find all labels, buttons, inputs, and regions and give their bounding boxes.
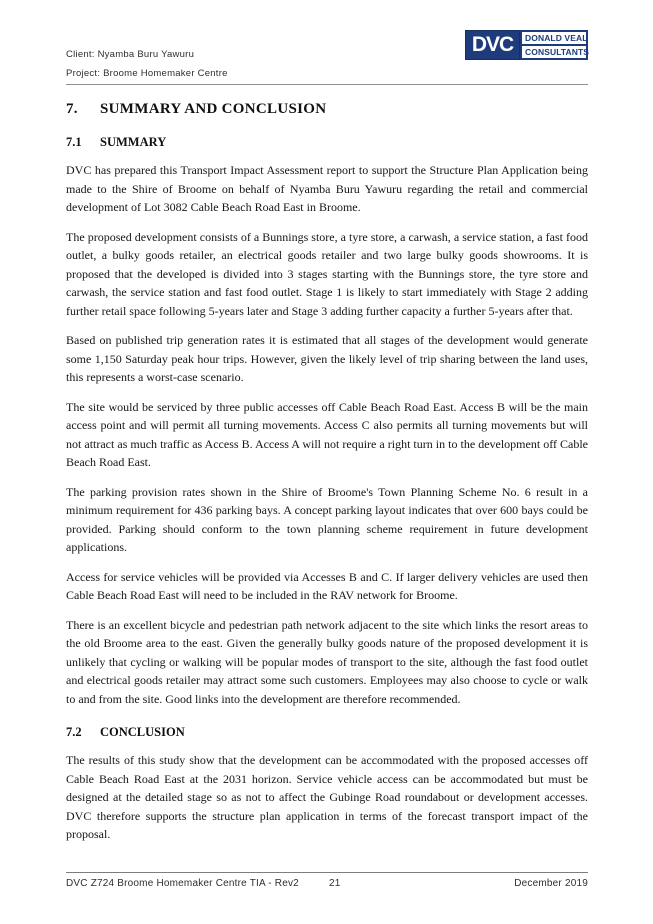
section-title xyxy=(66,101,588,118)
dvc-logo-wordmark xyxy=(520,30,588,60)
summary-paragraph: There is an excellent bicycle and pedestrian path network adjacent to the site which links the resort areas to the old Broome area to the east. Given the generally bulky goods nature of the proposed development it is unlikely that cycling or walking will be popular modes of transport to the site, although the fast food outlet and electrical goods retailer may attract some such customers. Employees may also choose to cycle or walk to and from the site. Good links into the development are therefore recommended. xyxy=(66,617,588,706)
section-title-label: SUMMARY AND CONCLUSION xyxy=(100,101,327,117)
conclusion-heading-label: CONCLUSION xyxy=(100,725,185,739)
summary-heading-label: SUMMARY xyxy=(100,135,167,149)
summary-paragraph: DVC has prepared this Transport Impact Assessment report to support the Structure Plan Application being made to the Shire of Broome on behalf of Nyamba Buru Yawuru regarding the retail and commercial development of Lot 3082 Cable Beach Road East in Broome. xyxy=(66,163,588,214)
page-footer xyxy=(66,872,588,889)
project-line: Project: Broome Homemaker Centre xyxy=(66,68,228,79)
conclusion-heading-number: 7.2 xyxy=(66,725,82,739)
summary-heading xyxy=(66,135,588,150)
summary-paragraph: The parking provision rates shown in the Shire of Broome's Town Planning Scheme No. 6 result in a minimum requirement for 436 parking bays. A concept parking layout indicates that over 600 bays could be provided. Parking should conform to the town planning scheme requirement in future development applications. xyxy=(66,484,588,554)
footer-date: December 2019 xyxy=(514,878,588,889)
footer-doc-ref: DVC Z724 Broome Homemaker Centre TIA - Rev2 xyxy=(66,878,299,889)
summary-paragraph: The proposed development consists of a Bunnings store, a tyre store, a carwash, a service station, a fast food outlet, a bulky goods retailer, an electrical goods retailer and two large bulky goods showrooms. It is proposed that the developed is divided into 3 stages starting with the Bunnings store, the tyre store and carwash, the service station and fast food outlet. Stage 1 is likely to start immediately with Stage 2 adding further retail space following 5-years later and Stage 3 adding further capacity a further 5-years after that. xyxy=(66,229,588,318)
dvc-logo xyxy=(465,30,588,60)
summary-heading-number: 7.1 xyxy=(66,135,82,149)
section-title-number: 7. xyxy=(66,101,78,117)
page-header xyxy=(66,30,588,85)
summary-paragraph: The site would be serviced by three public accesses off Cable Beach Road East. Access B will be the main access point and will permit all turning movements. Access C also permits all turning movements but will not attract as much traffic as Access B. Access A will not require a right turn in to the development off Cable Beach Road East. xyxy=(66,399,588,469)
summary-paragraph: Access for service vehicles will be provided via Accesses B and C. If larger delivery vehicles are used then Cable Beach Road East will need to be included in the RAV network for Broome. xyxy=(66,569,588,602)
footer-page-number: 21 xyxy=(328,878,341,889)
conclusion-paragraph: The results of this study show that the development can be accommodated with the proposed accesses off Cable Beach Road East at the 2031 horizon. Service vehicle access can be accommodated but must be designed at the detailed stage so as not to affect the Gubinge Road roundabout or development accesses. DVC therefore supports the structure plan application in terms of the forecast transport impact of the proposal. xyxy=(66,753,588,841)
summary-paragraph: Based on published trip generation rates it is estimated that all stages of the development would generate some 1,150 Saturday peak hour trips. However, given the likely level of trip sharing between the land uses, this represents a worst-case scenario. xyxy=(66,333,588,384)
conclusion-heading xyxy=(66,725,588,740)
document-body xyxy=(66,101,588,844)
header-meta xyxy=(66,30,228,83)
dvc-logo-name-line1: DONALD VEAL xyxy=(520,30,588,45)
dvc-logo-abbr: DVC xyxy=(465,30,520,60)
client-line: Client: Nyamba Buru Yawuru xyxy=(66,49,195,60)
dvc-logo-name-line2: CONSULTANTS xyxy=(520,45,588,60)
